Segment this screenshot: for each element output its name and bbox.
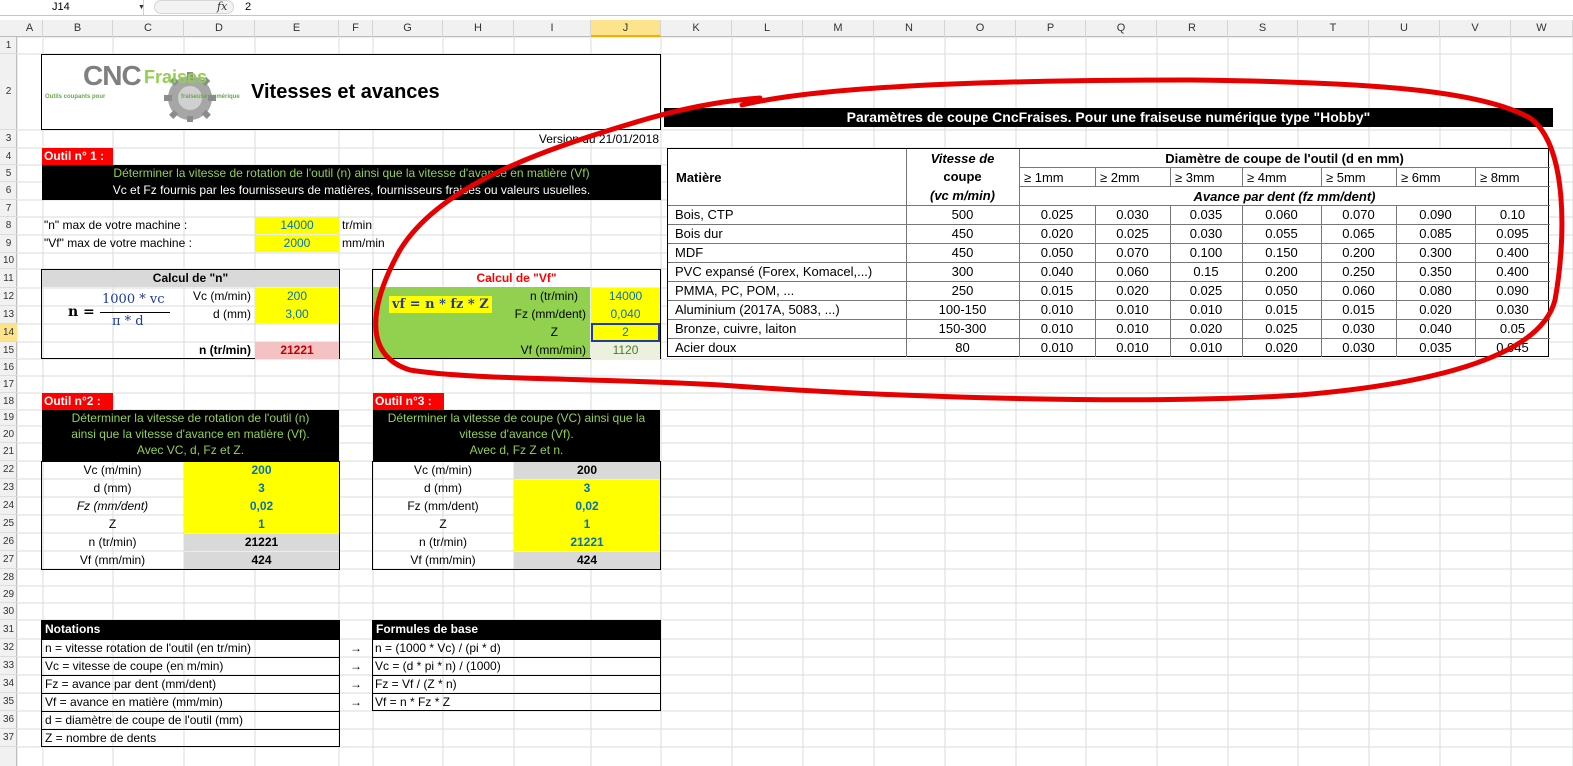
vc-label: Vc (m/min) (193, 289, 251, 303)
logo-tagline-left: Outils coupants pour (45, 94, 106, 100)
vf-max-input[interactable]: 2000 (255, 235, 339, 252)
fz-value: 0.015 (1342, 302, 1375, 317)
diam-col-header: ≥ 6mm (1401, 170, 1441, 185)
fz-value: 0.025 (1265, 321, 1298, 336)
formula-n-lhs: n = (68, 304, 95, 320)
description-line: Avec d, Fz Z et n. (469, 443, 564, 457)
fz-value: 0.010 (1189, 340, 1223, 355)
row-header-1[interactable]: 1 (0, 37, 17, 54)
outil1-description-line1: Déterminer la vitesse de rotation de l'outil (n) ainsi que la vitesse d'avance en matière (Vf) (113, 166, 590, 180)
page-title: Vitesses et avances (251, 81, 440, 103)
param-label: d (mm) (424, 481, 462, 495)
fz-value: 0.200 (1342, 245, 1375, 260)
formula-item: Vc = (d * pi * n) / (1000) (375, 659, 501, 673)
column-header-q[interactable]: Q (1086, 20, 1157, 37)
fz-value: 0.040 (1040, 264, 1074, 279)
param-label: Fz (mm/dent) (407, 499, 479, 513)
column-header-c[interactable]: C (113, 20, 184, 37)
table-line (1095, 167, 1096, 186)
formula-item: Vf = n * Fz * Z (375, 695, 451, 709)
row-header-8[interactable]: 8 (0, 217, 17, 235)
material-name: Bois dur (675, 226, 723, 241)
param-result: 200 (514, 462, 660, 479)
vf-max-unit: mm/min (342, 236, 385, 250)
row-header-2[interactable]: 2 (0, 54, 17, 130)
row-header-26[interactable]: 26 (0, 533, 17, 551)
d-input[interactable]: 3,00 (255, 306, 339, 323)
row-header-28[interactable]: 28 (0, 569, 17, 586)
material-name: Bois, CTP (675, 207, 734, 222)
fz-value: 0.025 (1116, 226, 1149, 241)
column-header-v[interactable]: V (1440, 20, 1511, 37)
row-header-11[interactable]: 11 (0, 269, 17, 288)
param-label: Vc (m/min) (414, 463, 472, 477)
column-header-l[interactable]: L (732, 20, 803, 37)
fz-value: 0.010 (1116, 321, 1149, 336)
column-header-i[interactable]: I (514, 20, 591, 37)
table-line (1170, 167, 1171, 186)
row-header-35[interactable]: 35 (0, 693, 17, 711)
material-vc: 100-150 (938, 302, 987, 317)
row-header-19[interactable]: 19 (0, 410, 17, 426)
fz-value: 0.060 (1116, 264, 1149, 279)
calc-vf-title: Calcul de "Vf" (476, 271, 557, 285)
fz-value: 0.400 (1496, 264, 1529, 279)
notation-item: n = vitesse rotation de l'outil (en tr/min) (45, 641, 252, 655)
column-header-n[interactable]: N (874, 20, 945, 37)
arrow-icon: → (350, 677, 362, 691)
column-header-j[interactable]: J (591, 20, 661, 37)
fz-value: 0.090 (1496, 283, 1529, 298)
fz-value: 0.085 (1419, 226, 1452, 241)
column-header-d[interactable]: D (184, 20, 255, 37)
z-label: Z (550, 325, 558, 339)
row-header-24[interactable]: 24 (0, 497, 17, 515)
fz-value: 0.060 (1342, 283, 1375, 298)
diam-col-header: ≥ 4mm (1247, 170, 1287, 185)
fz-value: 0.050 (1265, 283, 1298, 298)
fz-value: 0.030 (1496, 302, 1529, 317)
fz-value: 0.020 (1265, 340, 1298, 355)
fz-value: 0.020 (1419, 302, 1452, 317)
params-table (667, 148, 1549, 357)
material-vc: 300 (951, 264, 974, 279)
row-header-17[interactable]: 17 (0, 376, 17, 393)
description-line: Déterminer la vitesse de rotation de l'outil (n) (71, 411, 310, 425)
material-vc: 150-300 (938, 321, 987, 336)
description-line: ainsi que la vitesse d'avance en matière (Vf). (71, 427, 310, 441)
d-label: d (mm) (213, 307, 251, 321)
fz-value: 0.070 (1116, 245, 1149, 260)
fz-value: 0.400 (1496, 245, 1529, 260)
column-header-e[interactable]: E (255, 20, 339, 37)
row-header-27[interactable]: 27 (0, 551, 17, 569)
fz-value: 0.300 (1419, 245, 1452, 260)
diam-header: Diamètre de coupe de l'outil (d en mm) (1165, 151, 1404, 166)
n-result-value: 21221 (255, 342, 339, 359)
row-header-15[interactable]: 15 (0, 342, 17, 359)
fz-value: 0.065 (1342, 226, 1375, 241)
fz-value: 0.020 (1189, 321, 1223, 336)
param-input[interactable]: 21221 (514, 534, 660, 551)
param-label: Z (439, 517, 447, 531)
formula-item: n = (1000 * Vc) / (pi * d) (375, 641, 501, 655)
logo-tagline-right: fraiseuse numérique (181, 94, 240, 100)
vf-label: Vf (mm/min) (520, 343, 586, 357)
notation-item: Vf = avance en matière (mm/min) (45, 695, 223, 709)
calc-n-title: Calcul de "n" (42, 270, 339, 287)
fz-value: 0.015 (1040, 283, 1074, 298)
description-line: Déterminer la vitesse de coupe (VC) ainsi que la (387, 411, 646, 425)
table-line (1321, 167, 1322, 186)
fz-value: 0.090 (1419, 207, 1452, 222)
arrow-icon: → (350, 659, 362, 673)
column-header-k[interactable]: K (661, 20, 732, 37)
vf-max-label: "Vf" max de votre machine : (44, 236, 192, 250)
fz-value: 0.010 (1040, 340, 1074, 355)
row-header-32[interactable]: 32 (0, 639, 17, 657)
fz-value: 0.035 (1419, 340, 1452, 355)
formules-title: Formules de base (376, 622, 479, 636)
column-header-h[interactable]: H (443, 20, 514, 37)
fz-value: 0.070 (1342, 207, 1375, 222)
column-header-m[interactable]: M (803, 20, 874, 37)
param-input[interactable]: 0,02 (514, 498, 660, 515)
column-header-f[interactable]: F (339, 20, 373, 37)
row-header-13[interactable]: 13 (0, 306, 17, 324)
row-header-9[interactable]: 9 (0, 235, 17, 253)
version-text: Version du 21/01/2018 (538, 132, 659, 146)
fz-value: 0.350 (1419, 264, 1452, 279)
fz-value: 0.010 (1116, 340, 1149, 355)
fz-value: 0.010 (1189, 302, 1223, 317)
fz-value: 0.15 (1193, 264, 1219, 279)
fz-value: 0.015 (1265, 302, 1298, 317)
param-label: Fz (mm/dent) (76, 499, 149, 513)
fx-icon[interactable]: fx (217, 0, 228, 13)
fz-value: 0.035 (1189, 207, 1223, 222)
fz-value: 0.010 (1040, 321, 1074, 336)
fz-value: 0.095 (1496, 226, 1529, 241)
fz-value: 0.050 (1040, 245, 1074, 260)
fz-value: 0.040 (1419, 321, 1452, 336)
fz-value: 0.05 (1499, 321, 1526, 336)
fz-value: 0.080 (1419, 283, 1452, 298)
notation-item: Fz = avance par dent (mm/dent) (45, 677, 217, 691)
fz-value: 0.100 (1189, 245, 1223, 260)
material-name: Bronze, cuivre, laiton (675, 321, 797, 336)
col-header-matiere: Matière (676, 170, 722, 185)
logo-fraises: Fraises (144, 67, 208, 87)
row-header-7[interactable]: 7 (0, 200, 17, 217)
col-header-vitesse: Vitesse de (930, 151, 995, 166)
row-header-6[interactable]: 6 (0, 182, 17, 200)
param-input[interactable]: 0,02 (184, 498, 339, 515)
material-name: Aluminium (2017A, 5083, ...) (675, 302, 840, 317)
description-line: vitesse d'avance (Vf). (459, 427, 574, 441)
param-input[interactable]: 200 (184, 462, 339, 479)
outil2-label: Outil n°2 : (42, 393, 113, 410)
row-header-21[interactable]: 21 (0, 443, 17, 461)
table-line (1242, 167, 1243, 186)
n2-label: n (tr/min) (530, 289, 578, 303)
row-header-4[interactable]: 4 (0, 148, 17, 165)
material-vc: 450 (951, 245, 974, 260)
chevron-down-icon[interactable]: ▼ (138, 4, 145, 11)
column-header-b[interactable]: B (43, 20, 113, 37)
param-label: Vc (m/min) (83, 463, 142, 477)
notations-title: Notations (45, 622, 101, 636)
outil1-description-line2: Vc et Fz fournis par les fournisseurs de matières, fournisseurs fraises ou valeurs usuelles. (112, 183, 591, 197)
column-header-s[interactable]: S (1228, 20, 1298, 37)
row-header-20[interactable]: 20 (0, 426, 17, 443)
outil1-label: Outil n° 1 : (42, 148, 113, 165)
row-header-3[interactable]: 3 (0, 130, 17, 148)
formula-n (66, 290, 176, 334)
column-header-r[interactable]: R (1157, 20, 1228, 37)
col-header-vitesse: (vc m/min) (929, 188, 995, 203)
row-header-29[interactable]: 29 (0, 586, 17, 603)
table-line (1396, 167, 1397, 186)
n2-input[interactable]: 14000 (591, 288, 660, 305)
fz-value: 0.10 (1499, 207, 1526, 222)
notation-item: d = diamètre de coupe de l'outil (mm) (45, 713, 244, 727)
fz-value: 0.020 (1040, 226, 1074, 241)
notation-item: Z = nombre de dents (45, 731, 157, 745)
fz-value: 0.025 (1189, 283, 1223, 298)
arrow-icon: → (350, 641, 362, 655)
fz-value: 0.030 (1342, 321, 1375, 336)
row-header-33[interactable]: 33 (0, 657, 17, 675)
diam-col-header: ≥ 3mm (1175, 170, 1215, 185)
fz-label: Fz (mm/dent) (514, 307, 586, 321)
n-max-input[interactable]: 14000 (255, 217, 339, 234)
column-header-p[interactable]: P (1016, 20, 1086, 37)
row-header-22[interactable]: 22 (0, 461, 17, 479)
material-vc: 250 (951, 283, 974, 298)
table-line (1019, 186, 1550, 187)
col-header-vitesse: coupe (943, 169, 982, 184)
diam-col-header: ≥ 5mm (1326, 170, 1366, 185)
fz-value: 0.025 (1040, 207, 1074, 222)
fz-value: 0.030 (1116, 207, 1149, 222)
arrow-icon: → (350, 695, 362, 709)
param-label: n (tr/min) (419, 535, 467, 549)
table-line (1019, 167, 1550, 168)
material-name: Acier doux (675, 340, 737, 355)
diam-col-header: ≥ 2mm (1100, 170, 1140, 185)
logo (45, 58, 250, 124)
cell-reference: J14 (52, 1, 70, 13)
notation-item: Vc = vitesse de coupe (en m/min) (45, 659, 224, 673)
formula-n-denominator: π * d (112, 314, 144, 329)
column-header-g[interactable]: G (373, 20, 443, 37)
fz-value: 0.010 (1116, 302, 1149, 317)
fz-header: Avance par dent (fz mm/dent) (1193, 189, 1376, 204)
material-name: PMMA, PC, POM, ... (675, 283, 795, 298)
outil3-label: Outil n°3 : (373, 393, 444, 410)
diam-col-header: ≥ 1mm (1024, 170, 1064, 185)
param-input[interactable]: 1 (514, 516, 660, 533)
param-label: d (mm) (93, 481, 132, 495)
row-header-25[interactable]: 25 (0, 515, 17, 533)
vf-result-value: 1120 (591, 342, 660, 359)
fz-input[interactable]: 0,040 (591, 306, 660, 323)
fz-value: 0.060 (1265, 207, 1298, 222)
param-result: 21221 (184, 534, 339, 551)
diam-col-header: ≥ 8mm (1480, 170, 1520, 185)
table-line (1475, 167, 1476, 186)
fraction-bar (100, 312, 170, 313)
vc-input[interactable]: 200 (255, 288, 339, 305)
fz-value: 0.045 (1496, 340, 1529, 355)
row-header-37[interactable]: 37 (0, 729, 17, 747)
formula-n-numerator: 1000 * vc (102, 292, 165, 307)
formula-vf: vf = n * fz * Z (389, 296, 492, 313)
column-header-u[interactable]: U (1369, 20, 1440, 37)
fz-value: 0.030 (1342, 340, 1375, 355)
fz-value: 0.200 (1265, 264, 1298, 279)
z-input-selected[interactable]: 2 (591, 323, 660, 342)
material-vc: 450 (951, 226, 974, 241)
logo-cnc: CNC (83, 60, 141, 91)
row-header-14[interactable]: 14 (0, 324, 17, 342)
param-label: n (tr/min) (88, 535, 137, 549)
n-max-label: "n" max de votre machine : (44, 218, 188, 232)
material-name: PVC expansé (Forex, Komacel,...) (675, 264, 873, 279)
params-banner-text: Paramètres de coupe CncFraises. Pour une fraiseuse numérique type "Hobby" (846, 109, 1371, 125)
n-result-label: n (tr/min) (199, 343, 251, 357)
column-header-o[interactable]: O (945, 20, 1016, 37)
row-header-10[interactable]: 10 (0, 253, 17, 269)
fz-value: 0.020 (1116, 283, 1149, 298)
param-result: 424 (184, 552, 339, 569)
formula-value[interactable]: 2 (245, 1, 252, 13)
row-header-12[interactable]: 12 (0, 288, 17, 306)
column-header-w[interactable]: W (1511, 20, 1573, 37)
fz-value: 0.030 (1189, 226, 1223, 241)
param-input[interactable]: 3 (184, 480, 339, 497)
row-header-30[interactable]: 30 (0, 603, 17, 620)
formula-item: Fz = Vf / (Z * n) (375, 677, 457, 691)
row-header-18[interactable]: 18 (0, 393, 17, 410)
column-header-t[interactable]: T (1298, 20, 1369, 37)
param-input[interactable]: 3 (514, 480, 660, 497)
row-header-23[interactable]: 23 (0, 479, 17, 497)
row-header-36[interactable]: 36 (0, 711, 17, 729)
row-header-31[interactable]: 31 (0, 620, 17, 639)
column-header-a[interactable]: A (17, 20, 43, 37)
param-label: Z (108, 517, 117, 531)
n-max-unit: tr/min (342, 218, 372, 232)
fz-value: 0.150 (1265, 245, 1298, 260)
param-label: Vf (mm/min) (79, 553, 146, 567)
description-line: Avec VC, d, Fz et Z. (136, 443, 245, 457)
param-result: 424 (514, 552, 660, 569)
material-vc: 80 (955, 340, 970, 355)
fz-value: 0.010 (1040, 302, 1074, 317)
fz-value: 0.055 (1265, 226, 1298, 241)
param-input[interactable]: 1 (184, 516, 339, 533)
fz-value: 0.250 (1342, 264, 1375, 279)
row-header-34[interactable]: 34 (0, 675, 17, 693)
material-vc: 500 (951, 207, 974, 222)
param-label: Vf (mm/min) (410, 553, 476, 567)
material-name: MDF (675, 245, 704, 260)
row-header-16[interactable]: 16 (0, 359, 17, 376)
row-header-5[interactable]: 5 (0, 165, 17, 182)
